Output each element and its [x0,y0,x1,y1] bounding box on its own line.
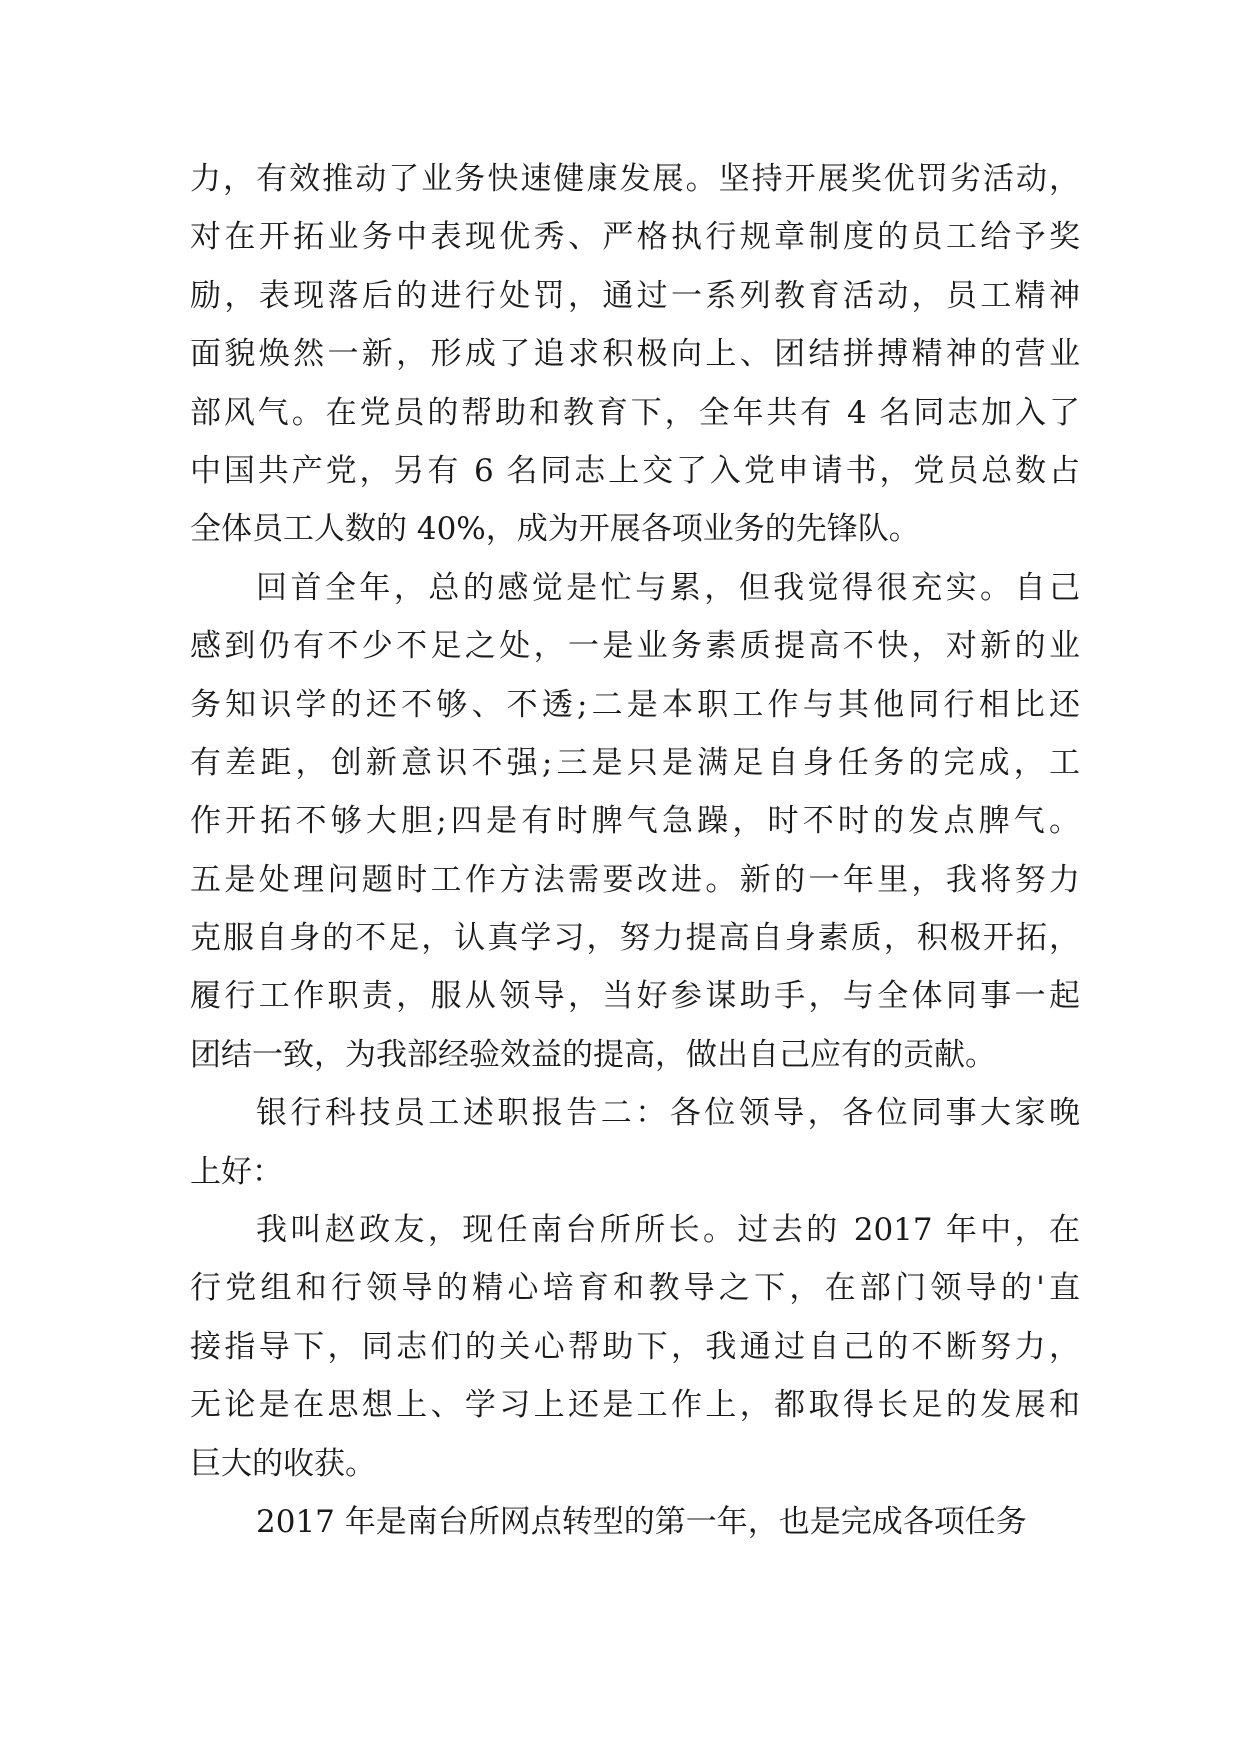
text-line: 回首全年，总的感觉是忙与累，但我觉得很充实。自己 [256,569,1080,606]
text-line: 五是处理问题时工作方法需要改进。新的一年里，我将努力 [190,861,1080,898]
paragraph [190,569,1080,1095]
text-line: 部风气。在党员的帮助和教育下，全年共有 4 名同志加入了 [190,394,1080,431]
text-line: 面貌焕然一新，形成了追求积极向上、团结拼搏精神的营业 [190,336,1080,373]
text-line: 务知识学的还不够、不透;二是本职工作与其他同行相比还 [190,686,1080,723]
text-line: 有差距，创新意识不强;三是只是满足自身任务的完成，工 [190,744,1080,781]
text-line: 接指导下，同志们的关心帮助下，我通过自己的不断努力， [190,1328,1080,1365]
text-line: 对在开拓业务中表现优秀、严格执行规章制度的员工给予奖 [190,219,1080,256]
text-line: 力，有效推动了业务快速健康发展。坚持开展奖优罚劣活动， [190,161,1080,197]
text-line: 巨大的收获。 [190,1445,376,1482]
paragraph [190,1211,1080,1503]
paragraph [190,160,1080,569]
text-line: 2017 年是南台所网点转型的第一年，也是完成各项任务 [256,1503,1027,1540]
text-line: 行党组和行领导的精心培育和教导之下，在部门领导的'直 [190,1270,1080,1307]
text-line: 银行科技员工述职报告二：各位领导，各位同事大家晚 [256,1095,1080,1132]
text-line: 上好： [190,1153,283,1190]
document-body [190,160,1080,1561]
text-line: 履行工作职责，服从领导，当好参谋助手，与全体同事一起 [190,978,1080,1015]
text-line: 全体员工人数的 40%，成为开展各项业务的先锋队。 [190,511,920,548]
paragraph [190,1094,1080,1211]
text-line: 作开拓不够大胆;四是有时脾气急躁，时不时的发点脾气。 [190,803,1080,840]
text-line: 励，表现落后的进行处罚，通过一系列教育活动，员工精神 [190,277,1080,314]
text-line: 感到仍有不少不足之处，一是业务素质提高不快，对新的业 [190,628,1080,665]
text-line: 无论是在思想上、学习上还是工作上，都取得长足的发展和 [190,1387,1080,1424]
paragraph [190,1503,1080,1561]
text-line: 克服自身的不足，认真学习，努力提高自身素质，积极开拓， [190,920,1080,957]
text-line: 中国共产党，另有 6 名同志上交了入党申请书，党员总数占 [190,452,1080,489]
text-line: 团结一致，为我部经验效益的提高，做出自己应有的贡献。 [190,1036,996,1073]
text-line: 我叫赵政友，现任南台所所长。过去的 2017 年中，在 [256,1212,1080,1249]
